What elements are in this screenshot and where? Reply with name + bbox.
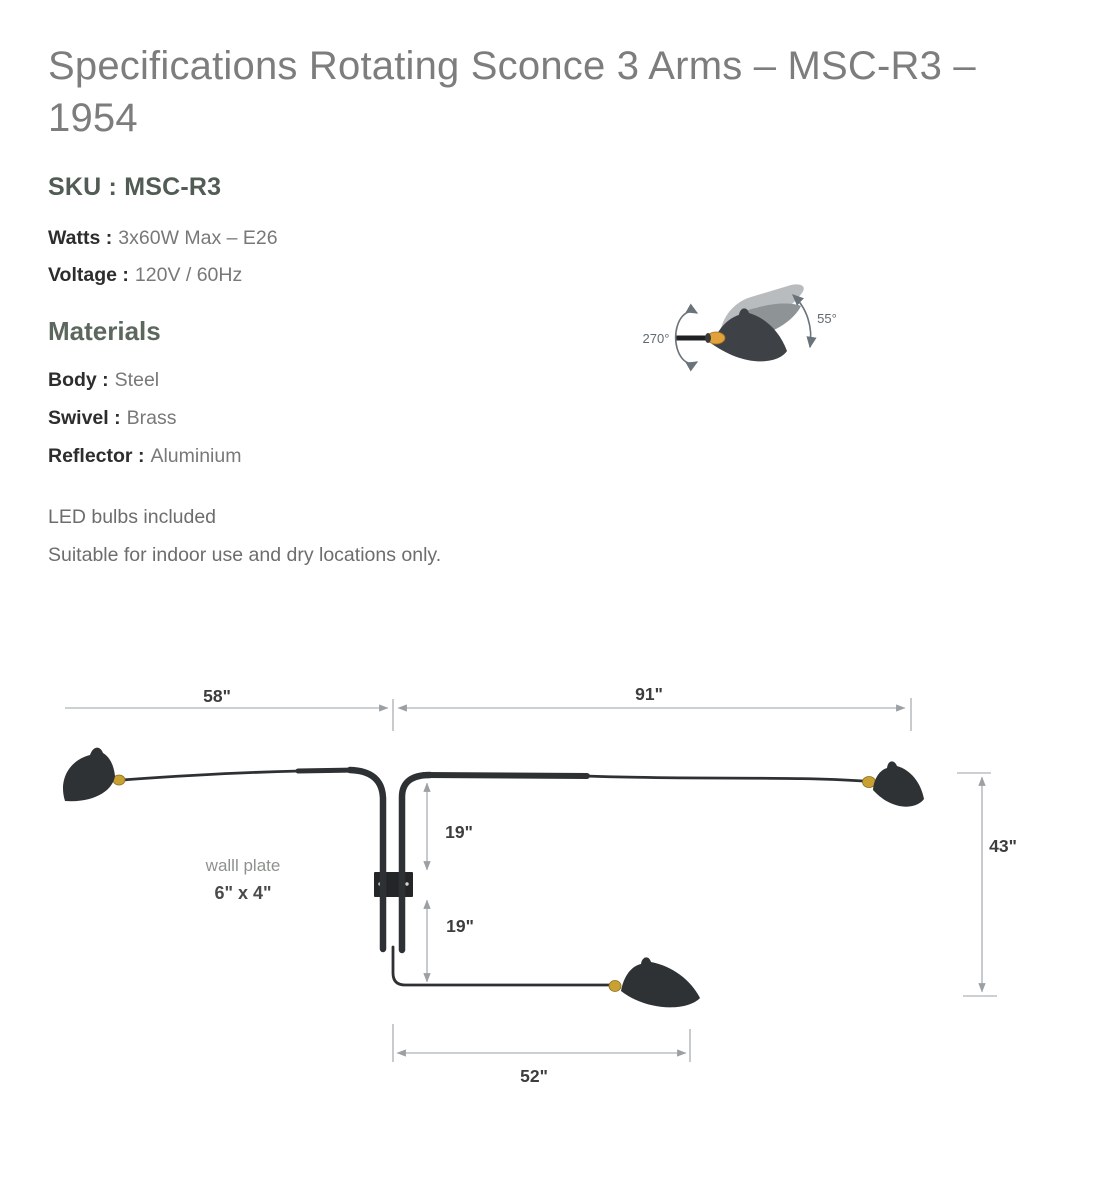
right-shade [873,761,924,806]
sku-heading: SKU : MSC-R3 [48,173,222,201]
wall-plate-label: walll plate [205,856,281,875]
material-label-body: Body : [48,369,109,391]
tilt-angle-label: 55° [817,311,837,326]
dimension-58-label: 58" [203,686,231,706]
dimension-19-upper-label: 19" [445,822,473,842]
note-indoor-use: Suitable for indoor use and dry locations only. [48,544,442,566]
swivel-angle-label: 270° [642,331,670,346]
left-shade [63,748,115,802]
wall-plate-screw-right [405,882,408,885]
page-title: Specifications Rotating Sconce 3 Arms – MSC-R3 – 1954 [48,44,976,140]
right-brass-swivel [863,777,876,788]
wall-plate-size-label: 6" x 4" [214,883,272,903]
material-value-reflector: Aluminium [150,445,242,467]
right-arm-sleeve [424,775,587,776]
spec-label-voltage: Voltage : [48,264,129,286]
lower-arm [393,947,610,985]
dimension-91-label: 91" [635,684,663,704]
dimension-52 [393,1024,690,1062]
material-value-body: Steel [114,369,160,391]
spec-value-voltage: 120V / 60Hz [134,264,243,286]
dimension-19-lower-label: 19" [446,916,474,936]
dimension-43 [957,773,997,996]
right-arm [585,776,863,781]
material-value-swivel: Brass [126,407,177,429]
materials-heading: Materials [48,316,161,346]
spec-value-watts: 3x60W Max – E26 [118,227,278,249]
dimension-52-label: 52" [520,1066,548,1086]
lower-shade [621,957,700,1007]
dimension-43-label: 43" [989,836,1017,856]
material-label-swivel: Swivel : [48,407,121,429]
lower-brass-swivel [609,981,621,992]
right-arm-bend-tube [402,775,430,950]
rotation-swivel-tip [705,333,711,343]
tilt-55-arrow-icon [793,295,811,347]
spec-label-watts: Watts : [48,227,113,249]
note-led-bulbs: LED bulbs included [48,506,217,528]
sconce-dimension-diagram [63,684,1017,1086]
left-arm-bend-tube [350,770,383,949]
rotation-diagram [643,284,837,363]
sconce-body [122,770,863,985]
material-label-reflector: Reflector : [48,445,145,467]
